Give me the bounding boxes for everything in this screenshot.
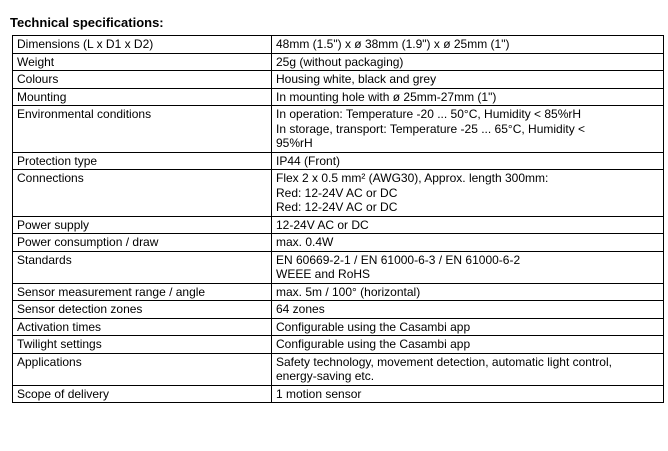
spec-value-line: In mounting hole with ø 25mm-27mm (1"): [276, 89, 497, 104]
spec-value-line: 1 motion sensor: [276, 386, 362, 401]
spec-label: Activation times: [13, 318, 272, 336]
spec-value-line: Configurable using the Casambi app: [276, 337, 471, 351]
spec-value-line: Red: 12-24V AC or DC: [276, 200, 398, 214]
spec-row: [13, 88, 664, 106]
spec-value: [272, 88, 664, 106]
spec-value: [272, 301, 664, 319]
spec-value-line: 48mm (1.5") x ø 38mm (1.9") x ø 25mm (1"): [276, 37, 510, 51]
spec-label: Weight: [13, 53, 272, 71]
spec-value: [272, 385, 664, 403]
spec-row: [13, 152, 664, 170]
spec-label: Twilight settings: [13, 336, 272, 354]
spec-value-line: IP44 (Front): [276, 153, 341, 168]
spec-row: [13, 106, 664, 153]
spec-row: [13, 336, 664, 354]
specifications-table: [12, 35, 664, 403]
spec-value: [272, 170, 664, 217]
spec-row: [13, 36, 664, 54]
spec-row: [13, 385, 664, 403]
spec-value: [272, 53, 664, 71]
spec-value-line: Configurable using the Casambi app: [276, 319, 471, 334]
spec-value: [272, 234, 664, 252]
spec-value: [272, 106, 664, 153]
spec-row: [13, 301, 664, 319]
spec-label: Sensor measurement range / angle: [13, 283, 272, 301]
spec-value-line: max. 0.4W: [276, 235, 334, 249]
spec-value: [272, 71, 664, 89]
spec-value: [272, 283, 664, 301]
spec-label: Connections: [13, 170, 272, 217]
spec-value-line: Housing white, black and grey: [276, 72, 437, 86]
spec-value-line: In operation: Temperature -20 ... 50°C, Humidity < 85%rH: [276, 107, 582, 121]
spec-value: [272, 251, 664, 283]
spec-value-line: 25g (without packaging): [276, 54, 404, 69]
spec-label: Sensor detection zones: [13, 301, 272, 319]
spec-value-line: 12-24V AC or DC: [276, 217, 369, 232]
spec-value-line: Safety technology, movement detection, automatic light control,: [276, 354, 612, 369]
spec-value-line: energy-saving etc.: [276, 369, 375, 383]
spec-value-line: Flex 2 x 0.5 mm² (AWG30), Approx. length 300mm:: [276, 171, 549, 185]
spec-value-line: Red: 12-24V AC or DC: [276, 185, 398, 200]
spec-label: Dimensions (L x D1 x D2): [13, 36, 272, 54]
spec-label: Power consumption / draw: [13, 234, 272, 252]
spec-value: [272, 336, 664, 354]
spec-label: Protection type: [13, 152, 272, 170]
spec-label: Scope of delivery: [13, 385, 272, 403]
spec-label: Colours: [13, 71, 272, 89]
spec-label: Applications: [13, 353, 272, 385]
spec-row: [13, 251, 664, 283]
spec-row: [13, 234, 664, 252]
spec-value-line: EN 60669-2-1 / EN 61000-6-3 / EN 61000-6-2: [276, 252, 521, 267]
spec-value-line: 95%rH: [276, 136, 313, 150]
spec-value-line: In storage, transport: Temperature -25 ... 65°C, Humidity <: [276, 121, 586, 136]
spec-row: [13, 71, 664, 89]
spec-label: Power supply: [13, 216, 272, 234]
spec-value-line: 64 zones: [276, 302, 325, 316]
spec-row: [13, 283, 664, 301]
spec-row: [13, 216, 664, 234]
spec-value: [272, 152, 664, 170]
spec-label: Standards: [13, 251, 272, 283]
specifications-table-body: [13, 36, 664, 403]
document-title: Technical specifications:: [10, 15, 164, 30]
spec-value: [272, 216, 664, 234]
spec-value-line: WEEE and RoHS: [276, 267, 371, 281]
spec-row: [13, 53, 664, 71]
spec-row: [13, 170, 664, 217]
spec-value: [272, 318, 664, 336]
spec-value-line: max. 5m / 100° (horizontal): [276, 284, 421, 299]
spec-label: Environmental conditions: [13, 106, 272, 153]
spec-row: [13, 318, 664, 336]
spec-value: [272, 353, 664, 385]
spec-row: [13, 353, 664, 385]
spec-value: [272, 36, 664, 54]
spec-label: Mounting: [13, 88, 272, 106]
